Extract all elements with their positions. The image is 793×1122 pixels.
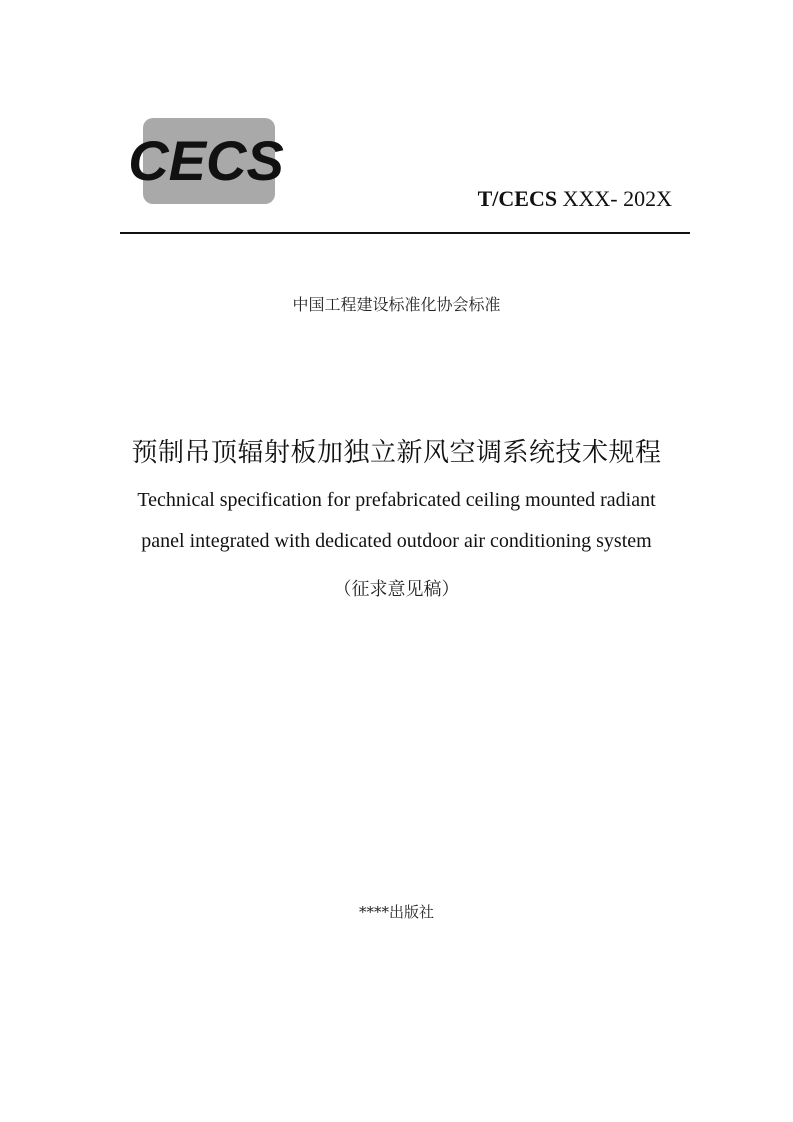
header-divider [120, 232, 690, 234]
publisher-name: ****出版社 [358, 903, 434, 921]
cecs-logo [121, 116, 292, 206]
standard-code: XXX- 202X [562, 186, 672, 211]
title-english [0, 480, 793, 562]
draft-label: （征求意见稿） [333, 579, 460, 600]
title-english-line-2: panel integrated with dedicated outdoor air conditioning system [141, 530, 652, 552]
standard-number [478, 186, 672, 212]
title-english-line-1: Technical specification for prefabricated ceiling mounted radiant [137, 489, 656, 511]
standard-prefix: T/CECS [477, 186, 558, 211]
association-line: 中国工程建设标准化协会标准 [292, 295, 501, 314]
title-chinese: 预制吊顶辐射板加独立新风空调系统技术规程 [131, 438, 662, 468]
logo-text: CECS [128, 129, 284, 192]
